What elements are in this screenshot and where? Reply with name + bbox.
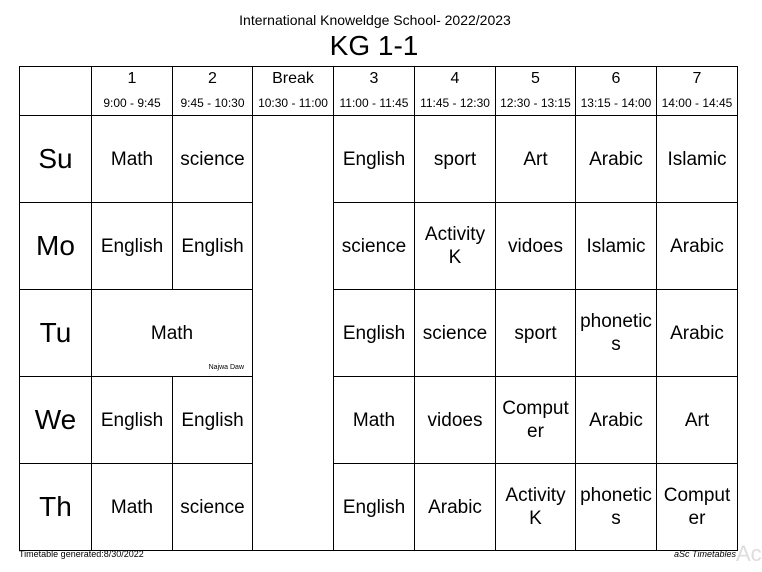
period-number: 3: [369, 70, 379, 87]
period-number: 6: [611, 70, 621, 87]
period-header: [415, 67, 496, 116]
lesson-subject: English: [342, 322, 406, 344]
lesson-cell: [657, 116, 738, 203]
lesson-subject: Art: [523, 148, 548, 170]
lesson-subject: English: [342, 148, 406, 170]
lesson-subject: vidoes: [427, 409, 483, 431]
lesson-cell: [92, 116, 173, 203]
lesson-cell: [496, 290, 576, 377]
lesson-cell: [576, 203, 657, 290]
lesson-cell: [576, 464, 657, 551]
lesson-subject: English: [342, 496, 406, 518]
lesson-subject: Arabic: [428, 496, 482, 518]
lesson-subject: Islamic: [667, 148, 727, 170]
lesson-subject: Math: [150, 322, 194, 344]
lesson-subject: science: [422, 322, 488, 344]
class-title: KG 1-1: [329, 30, 419, 61]
lesson-cell: [496, 464, 576, 551]
day-row-we: [20, 377, 738, 464]
lesson-cell: [415, 203, 496, 290]
timetable-grid: [19, 66, 738, 551]
lesson-cell: [415, 464, 496, 551]
period-time: 12:30 - 13:15: [500, 96, 571, 110]
period-header: [173, 67, 253, 116]
lesson-cell: [415, 290, 496, 377]
lesson-subject: Arabic: [589, 409, 643, 431]
lesson-subject: sport: [433, 148, 477, 170]
lesson-cell: [576, 290, 657, 377]
corner-cell: [20, 67, 92, 116]
generated-date: Timetable generated:8/30/2022: [19, 549, 144, 559]
day-label: We: [20, 377, 92, 464]
lesson-subject: Math: [110, 496, 154, 518]
lesson-subject: Arabic: [670, 322, 724, 344]
break-header: [253, 67, 334, 116]
lesson-cell: [415, 116, 496, 203]
period-number: 7: [692, 70, 702, 87]
lesson-cell: [496, 203, 576, 290]
lesson-cell: [92, 377, 173, 464]
period-header: [334, 67, 415, 116]
lesson-cell: [92, 464, 173, 551]
lesson-cell: [173, 203, 253, 290]
lesson-cell: [334, 377, 415, 464]
lesson-cell: [576, 377, 657, 464]
lesson-cell: [334, 464, 415, 551]
header-row: [20, 67, 738, 116]
lesson-subject: Arabic: [589, 148, 643, 170]
period-header: [92, 67, 173, 116]
lesson-subject: sport: [514, 322, 557, 344]
lesson-cell: [657, 377, 738, 464]
lesson-cell-double: [92, 290, 253, 377]
lesson-subject: Islamic: [586, 235, 646, 257]
period-header: [496, 67, 576, 116]
period-number: 4: [450, 70, 460, 87]
day-row-mo: [20, 203, 738, 290]
lesson-subject: phonetic s: [580, 311, 652, 355]
lesson-cell: [334, 203, 415, 290]
day-label: Mo: [20, 203, 92, 290]
lesson-subject: English: [181, 235, 244, 257]
day-row-tu: [20, 290, 738, 377]
day-label: Tu: [20, 290, 92, 377]
brand-credit: aSc Timetables: [674, 549, 736, 559]
day-label: Su: [20, 116, 92, 203]
activation-watermark: Ac: [736, 541, 762, 566]
teacher-name: Najwa Daw: [208, 364, 244, 371]
lesson-subject: science: [180, 496, 245, 518]
lesson-subject: science: [180, 148, 245, 170]
lesson-cell: [92, 203, 173, 290]
break-column: [253, 116, 334, 551]
lesson-cell: [334, 116, 415, 203]
lesson-subject: Activity K: [505, 485, 566, 529]
lesson-cell: [657, 290, 738, 377]
day-row-th: [20, 464, 738, 551]
lesson-cell: [334, 290, 415, 377]
lesson-cell: [415, 377, 496, 464]
lesson-cell: [657, 203, 738, 290]
lesson-cell: [657, 464, 738, 551]
lesson-subject: Art: [684, 409, 710, 431]
lesson-subject: Math: [110, 148, 154, 170]
period-time: 13:15 - 14:00: [580, 96, 652, 110]
period-time: 10:30 - 11:00: [258, 96, 328, 110]
lesson-subject: English: [181, 409, 244, 431]
lesson-cell: [496, 116, 576, 203]
lesson-subject: English: [100, 235, 164, 257]
lesson-subject: vidoes: [508, 235, 563, 257]
period-number: 2: [208, 70, 217, 87]
lesson-subject: Math: [352, 409, 396, 431]
lesson-cell: [496, 377, 576, 464]
lesson-subject: science: [341, 235, 407, 257]
period-number: 1: [127, 70, 137, 87]
period-number: 5: [531, 70, 540, 87]
period-header: [576, 67, 657, 116]
lesson-cell: [173, 464, 253, 551]
period-header: [657, 67, 738, 116]
lesson-subject: Comput er: [502, 398, 569, 442]
period-time: 9:00 - 9:45: [103, 96, 161, 110]
day-label: Th: [20, 464, 92, 551]
period-time: 11:45 - 12:30: [420, 96, 490, 110]
period-time: 9:45 - 10:30: [180, 96, 245, 110]
period-number: Break: [272, 70, 314, 87]
lesson-subject: phonetic s: [580, 485, 652, 529]
lesson-subject: Activity K: [424, 224, 486, 268]
school-name: International Knoweldge School- 2022/2023: [239, 12, 511, 28]
day-row-su: [20, 116, 738, 203]
lesson-cell: [173, 116, 253, 203]
lesson-subject: Comput er: [663, 485, 731, 529]
period-time: 11:00 - 11:45: [339, 96, 409, 110]
period-time: 14:00 - 14:45: [661, 96, 733, 110]
lesson-subject: Arabic: [670, 235, 724, 257]
lesson-cell: [576, 116, 657, 203]
lesson-cell: [173, 377, 253, 464]
lesson-subject: English: [100, 409, 164, 431]
